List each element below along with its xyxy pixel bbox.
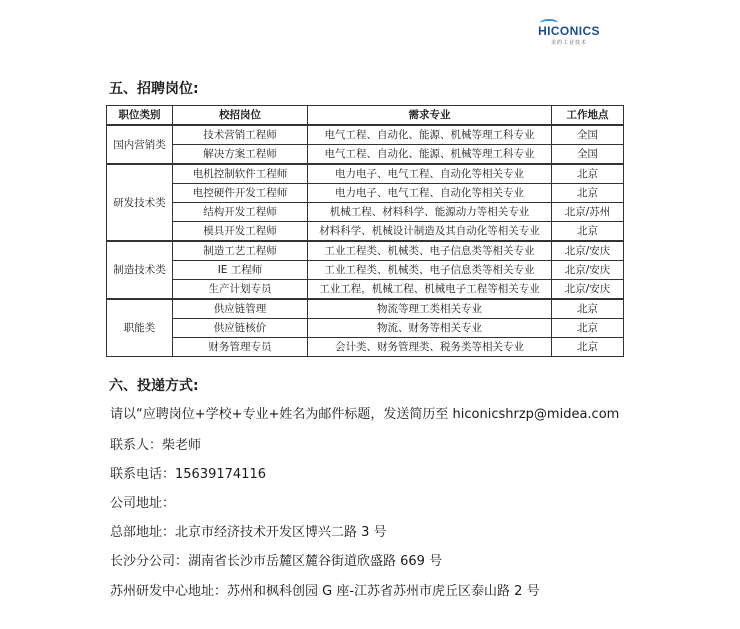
application-instruction: 请以“应聘岗位+学校+专业+姓名为邮件标题，发送简历至 hiconicshrzp@midea.com xyxy=(110,407,620,422)
table-row xyxy=(107,145,624,165)
logo-text: HICONICS xyxy=(538,24,600,38)
position-cell: 解决方案工程师 xyxy=(173,145,308,165)
major-cell: 电气工程、自动化、能源、机械等理工科专业 xyxy=(308,125,552,145)
contact-person: 联系人：柴老师 xyxy=(110,438,202,453)
section-title-application: 六、投递方式: xyxy=(109,378,199,394)
section-title-recruitment: 五、招聘岗位: xyxy=(109,81,199,97)
header-position: 校招岗位 xyxy=(173,106,308,126)
table-row xyxy=(107,261,624,280)
location-cell: 北京/安庆 xyxy=(552,280,624,300)
position-cell: 结构开发工程师 xyxy=(173,203,308,222)
category-cell: 国内营销类 xyxy=(107,125,173,164)
position-cell: 电控硬件开发工程师 xyxy=(173,184,308,203)
address-label: 公司地址： xyxy=(110,496,176,511)
position-cell: 供应链管理 xyxy=(173,299,308,319)
position-cell: 财务管理专员 xyxy=(173,338,308,357)
position-cell: 电机控制软件工程师 xyxy=(173,164,308,184)
location-cell: 北京 xyxy=(552,319,624,338)
table-row xyxy=(107,164,624,184)
position-cell: IE 工程师 xyxy=(173,261,308,280)
location-cell: 全国 xyxy=(552,145,624,165)
suzhou-address: 苏州研发中心地址：苏州和枫科创园 G 座-江苏省苏州市虎丘区泰山路 2 号 xyxy=(110,584,540,599)
major-cell: 工业工程类、机械类、电子信息类等相关专业 xyxy=(308,261,552,280)
contact-phone: 联系电话：15639174116 xyxy=(110,467,266,482)
major-cell: 机械工程、材料科学、能源动力等相关专业 xyxy=(308,203,552,222)
logo-subtitle: 美的工业技术 xyxy=(550,40,587,46)
location-cell: 北京/安庆 xyxy=(552,261,624,280)
major-cell: 电力电子、电气工程、自动化等相关专业 xyxy=(308,164,552,184)
location-cell: 北京 xyxy=(552,299,624,319)
table-row xyxy=(107,125,624,145)
position-cell: 制造工艺工程师 xyxy=(173,241,308,261)
location-cell: 北京/安庆 xyxy=(552,241,624,261)
location-cell: 北京 xyxy=(552,164,624,184)
position-cell: 技术营销工程师 xyxy=(173,125,308,145)
location-cell: 北京 xyxy=(552,184,624,203)
table-row xyxy=(107,338,624,357)
header-location: 工作地点 xyxy=(552,106,624,126)
position-cell: 模具开发工程师 xyxy=(173,222,308,242)
header-major: 需求专业 xyxy=(308,106,552,126)
location-cell: 北京/苏州 xyxy=(552,203,624,222)
location-cell: 北京 xyxy=(552,338,624,357)
table-row xyxy=(107,299,624,319)
logo-swoosh-icon xyxy=(540,19,558,27)
major-cell: 物流、财务等相关专业 xyxy=(308,319,552,338)
table-row xyxy=(107,241,624,261)
category-cell: 研发技术类 xyxy=(107,164,173,241)
position-cell: 生产计划专员 xyxy=(173,280,308,300)
header-category: 职位类别 xyxy=(107,106,173,126)
major-cell: 电气工程、自动化、能源、机械等理工科专业 xyxy=(308,145,552,165)
table-row xyxy=(107,184,624,203)
major-cell: 工业工程类、机械类、电子信息类等相关专业 xyxy=(308,241,552,261)
position-cell: 供应链核价 xyxy=(173,319,308,338)
table-row xyxy=(107,280,624,300)
table-row xyxy=(107,319,624,338)
major-cell: 物流等理工类相关专业 xyxy=(308,299,552,319)
location-cell: 全国 xyxy=(552,125,624,145)
table-row xyxy=(107,203,624,222)
table-header-row xyxy=(107,106,624,126)
location-cell: 北京 xyxy=(552,222,624,242)
major-cell: 材料科学、机械设计制造及其自动化等相关专业 xyxy=(308,222,552,242)
category-cell: 职能类 xyxy=(107,299,173,357)
major-cell: 会计类、财务管理类、税务类等相关专业 xyxy=(308,338,552,357)
company-logo xyxy=(536,24,602,46)
logo-wordmark xyxy=(536,24,602,38)
major-cell: 工业工程，机械工程、机械电子工程等相关专业 xyxy=(308,280,552,300)
jobs-table xyxy=(106,105,624,357)
major-cell: 电力电子、电气工程、自动化等相关专业 xyxy=(308,184,552,203)
hq-address: 总部地址：北京市经济技术开发区博兴二路 3 号 xyxy=(110,525,387,540)
table-row xyxy=(107,222,624,242)
changsha-address: 长沙分公司：湖南省长沙市岳麓区麓谷街道欣盛路 669 号 xyxy=(110,554,443,569)
category-cell: 制造技术类 xyxy=(107,241,173,299)
